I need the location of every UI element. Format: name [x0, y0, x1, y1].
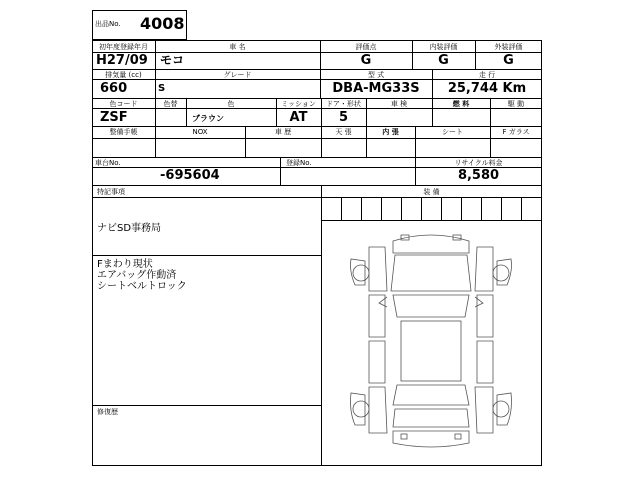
car-name-label: 車 名 [229, 43, 246, 51]
displacement-value: 660 [100, 81, 128, 96]
rule [92, 98, 542, 99]
mileage-value: 25,744 Km [447, 81, 527, 96]
car-damage-diagram [321, 221, 542, 465]
grade-value: S [158, 83, 166, 94]
rule [92, 405, 321, 406]
car-history-label: 車 歴 [274, 128, 292, 136]
displacement-label: 排気量 (cc) [105, 71, 142, 79]
recycle-fee-value: 8,580 [457, 168, 500, 183]
color-code-label: 色コード [109, 100, 138, 108]
rule [92, 126, 542, 127]
note-line: ナビSD事務局 [97, 223, 162, 234]
rule [501, 197, 502, 220]
rule [381, 197, 382, 220]
mission-value: AT [289, 110, 308, 125]
rule [481, 197, 482, 220]
note-line: Fまわり現状 [97, 259, 153, 270]
color-code-value: ZSF [100, 110, 128, 125]
lot-number-label: 出品No. [95, 20, 121, 28]
color-type-label: 色替 [163, 100, 178, 108]
rule [461, 197, 462, 220]
car-name-value: モコ [160, 53, 185, 67]
equipment-label: 装 備 [423, 188, 440, 196]
exterior-value: G [503, 53, 514, 68]
front-glass-label: F ガラス [502, 128, 530, 136]
special-notes-label: 特記事項 [97, 188, 125, 196]
mission-label: ミッション [281, 100, 316, 108]
color-label: 色 [227, 100, 235, 108]
nox-label: NOX [192, 128, 208, 136]
note-line: エアバッグ作動済 [97, 270, 177, 281]
door-shape-value: 5 [338, 110, 349, 125]
recycle-fee-label: リサイクル料金 [454, 159, 503, 167]
model-value: DBA-MG33S [332, 81, 420, 96]
first-reg-value: H27/09 [96, 53, 148, 68]
inspection-label: 車 検 [390, 100, 408, 108]
rule [92, 185, 542, 186]
score-label: 評価点 [355, 43, 377, 51]
seat-label: シート [442, 128, 463, 136]
rule [92, 69, 542, 70]
score-value: G [360, 53, 372, 68]
rule [92, 157, 542, 158]
drive-label: 駆 動 [507, 100, 525, 108]
model-label: 型 式 [367, 71, 385, 79]
note-line: シートベルトロック [97, 281, 187, 292]
inner-panel-label: 内 張 [382, 128, 399, 136]
exterior-label: 外装評価 [494, 43, 523, 51]
rule [401, 197, 402, 220]
interior-value: G [438, 53, 449, 68]
interior-label: 内装評価 [429, 43, 458, 51]
fuel-label: 燃 料 [452, 100, 470, 108]
grade-label: グレード [223, 71, 252, 79]
rule [521, 197, 522, 220]
registration-label: 登録No. [286, 159, 312, 167]
maintenance-book-label: 整備手帳 [109, 128, 138, 136]
door-shape-label: ドア・形状 [326, 100, 361, 108]
rule [361, 197, 362, 220]
roof-lining-label: 天 張 [335, 128, 352, 136]
color-value: ブラウン [192, 114, 224, 123]
rule [92, 255, 321, 256]
rule [92, 197, 542, 198]
rule [280, 157, 281, 185]
first-reg-label: 初年度登録年月 [99, 43, 148, 51]
rule [421, 197, 422, 220]
mileage-label: 走 行 [478, 71, 496, 79]
lot-number: 4008 [140, 14, 185, 33]
rule [92, 138, 542, 139]
chassis-value: -695604 [160, 168, 220, 183]
rule [341, 197, 342, 220]
rule [441, 197, 442, 220]
chassis-label: 車台No. [95, 159, 121, 167]
repair-history-label: 修復歴 [97, 408, 118, 416]
